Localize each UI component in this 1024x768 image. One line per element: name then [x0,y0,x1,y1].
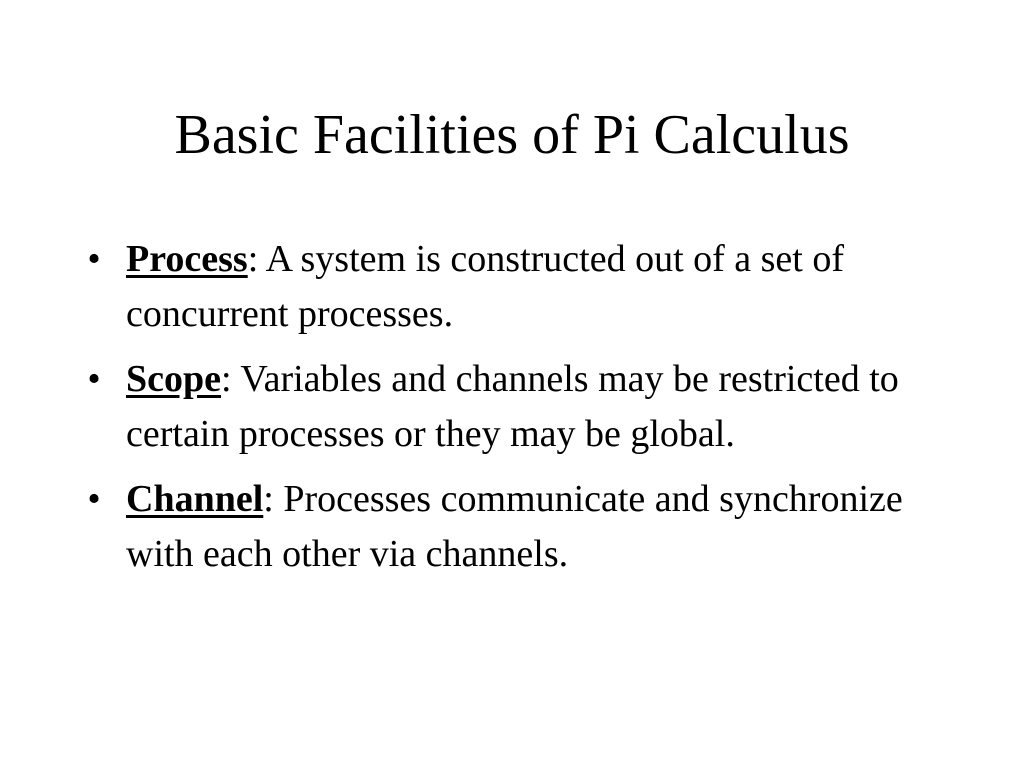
bullet-item-scope [84,352,924,462]
bullet-marker: • [87,358,101,400]
bullet-text-process: : A system is constructed out of a set of concurrent processes. [126,238,845,335]
bullet-list [84,232,924,592]
slide-title: Basic Facilities of Pi Calculus [174,104,850,166]
bullet-term-scope: Scope [126,358,221,400]
bullet-item-process [84,232,924,342]
bullet-text-scope: : Variables and channels may be restricted to certain processes or they may be global. [126,358,899,455]
bullet-term-channel: Channel [126,478,264,520]
bullet-marker: • [87,478,101,520]
bullet-text-channel: : Processes communicate and synchronize with each other via channels. [126,478,903,575]
bullet-term-process: Process [126,238,248,280]
bullet-item-channel [84,472,924,582]
bullet-marker: • [87,238,101,280]
